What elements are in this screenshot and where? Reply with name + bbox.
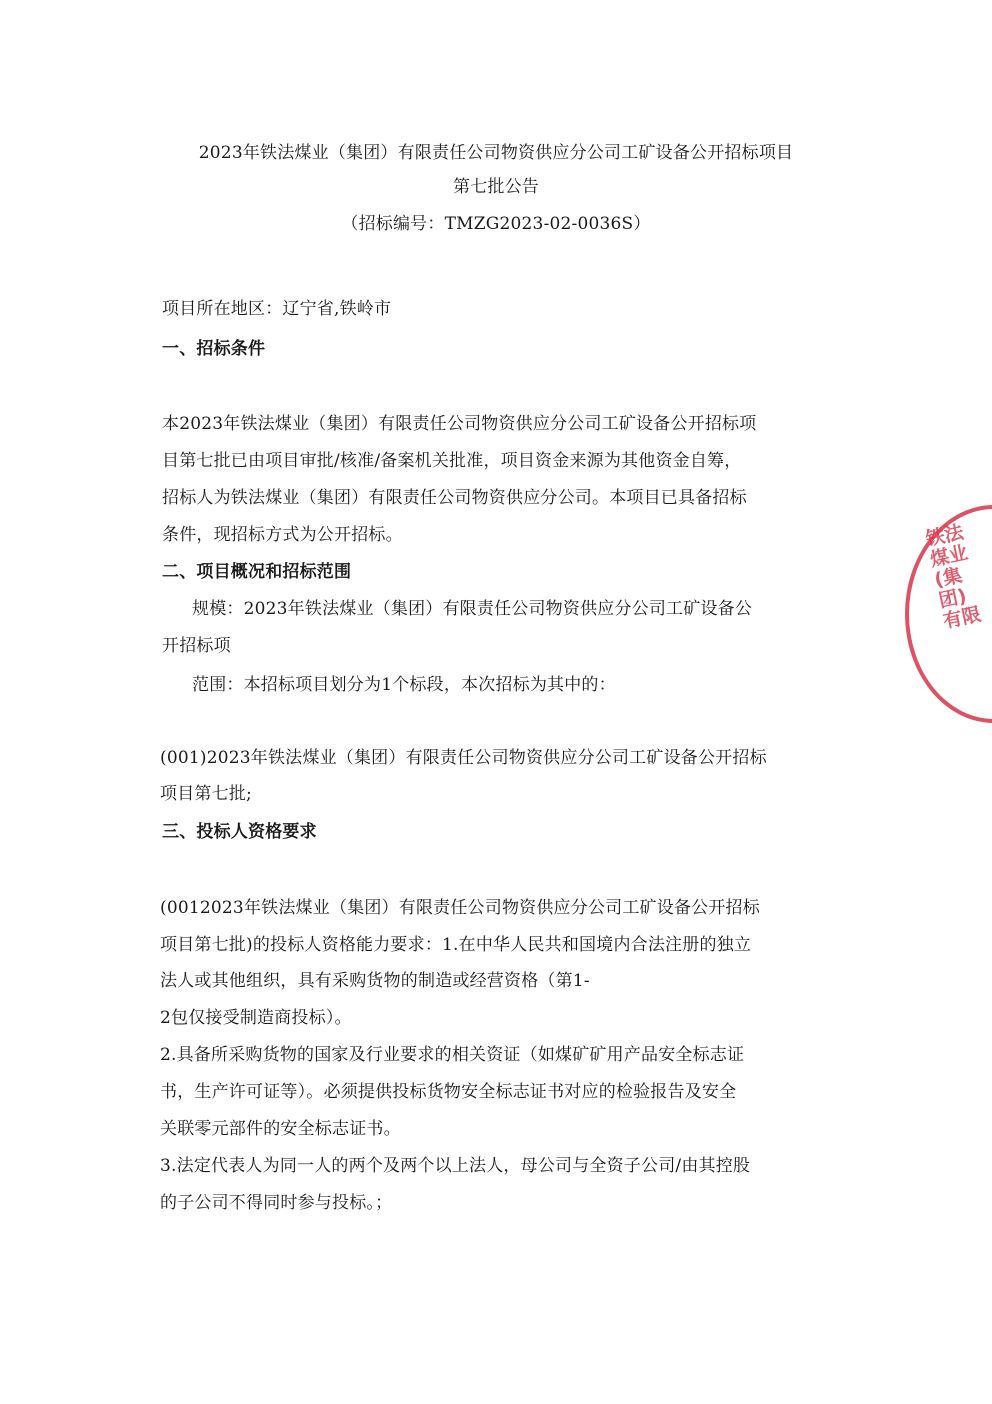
lot-line-1: (001)2023年铁法煤业（集团）有限责任公司物资供应分公司工矿设备公开招标 xyxy=(160,748,767,768)
section-1-line-1: 本2023年铁法煤业（集团）有限责任公司物资供应分公司工矿设备公开招标项 xyxy=(162,414,757,434)
section-1-line-4: 条件，现招标方式为公开招标。 xyxy=(162,525,403,545)
document-title-line-1: 2023年铁法煤业（集团）有限责任公司物资供应分公司工矿设备公开招标项目 xyxy=(198,143,794,163)
lot-line-2: 项目第七批; xyxy=(160,784,252,804)
qualification-line-5: 2.具备所采购货物的国家及行业要求的相关资证（如煤矿矿用产品安全标志证 xyxy=(160,1045,745,1065)
project-region: 项目所在地区：辽宁省,铁岭市 xyxy=(162,299,392,319)
company-seal-text: 铁法煤业(集团)有限 xyxy=(923,521,984,633)
qualification-line-6: 书，生产许可证等）。必须提供投标货物安全标志证书对应的检验报告及安全 xyxy=(160,1082,737,1102)
scale-line-2: 开招标项 xyxy=(162,636,231,656)
section-1-heading: 一、招标条件 xyxy=(162,339,266,359)
tender-code: （招标编号：TMZG2023-02-0036S） xyxy=(341,214,651,234)
qualification-line-3: 法人或其他组织，具有采购货物的制造或经营资格（第1- xyxy=(160,971,590,991)
section-1-line-3: 招标人为铁法煤业（集团）有限责任公司物资供应分公司。本项目已具备招标 xyxy=(162,488,747,508)
qualification-line-4: 2包仅接受制造商投标）。 xyxy=(160,1008,352,1028)
document-title-line-2: 第七批公告 xyxy=(453,177,539,197)
qualification-line-8: 3.法定代表人为同一人的两个及两个以上法人，母公司与全资子公司/由其控股 xyxy=(160,1156,751,1176)
scale-line-1: 规模：2023年铁法煤业（集团）有限责任公司物资供应分公司工矿设备公 xyxy=(192,599,753,619)
qualification-line-7: 关联零元部件的安全标志证书。 xyxy=(160,1119,401,1139)
qualification-line-9: 的子公司不得同时参与投标。； xyxy=(160,1193,393,1213)
section-2-heading: 二、项目概况和招标范围 xyxy=(162,562,352,582)
qualification-line-2: 项目第七批)的投标人资格能力要求：1.在中华人民共和国境内合法注册的独立 xyxy=(160,935,752,955)
scope-line: 范围：本招标项目划分为1个标段，本次招标为其中的： xyxy=(192,675,616,695)
section-1-line-2: 目第七批已由项目审批/核准/备案机关批准，项目资金来源为其他资金自筹， xyxy=(162,451,742,471)
qualification-line-1: (0012023年铁法煤业（集团）有限责任公司物资供应分公司工矿设备公开招标 xyxy=(160,898,760,918)
section-3-heading: 三、投标人资格要求 xyxy=(162,822,317,842)
